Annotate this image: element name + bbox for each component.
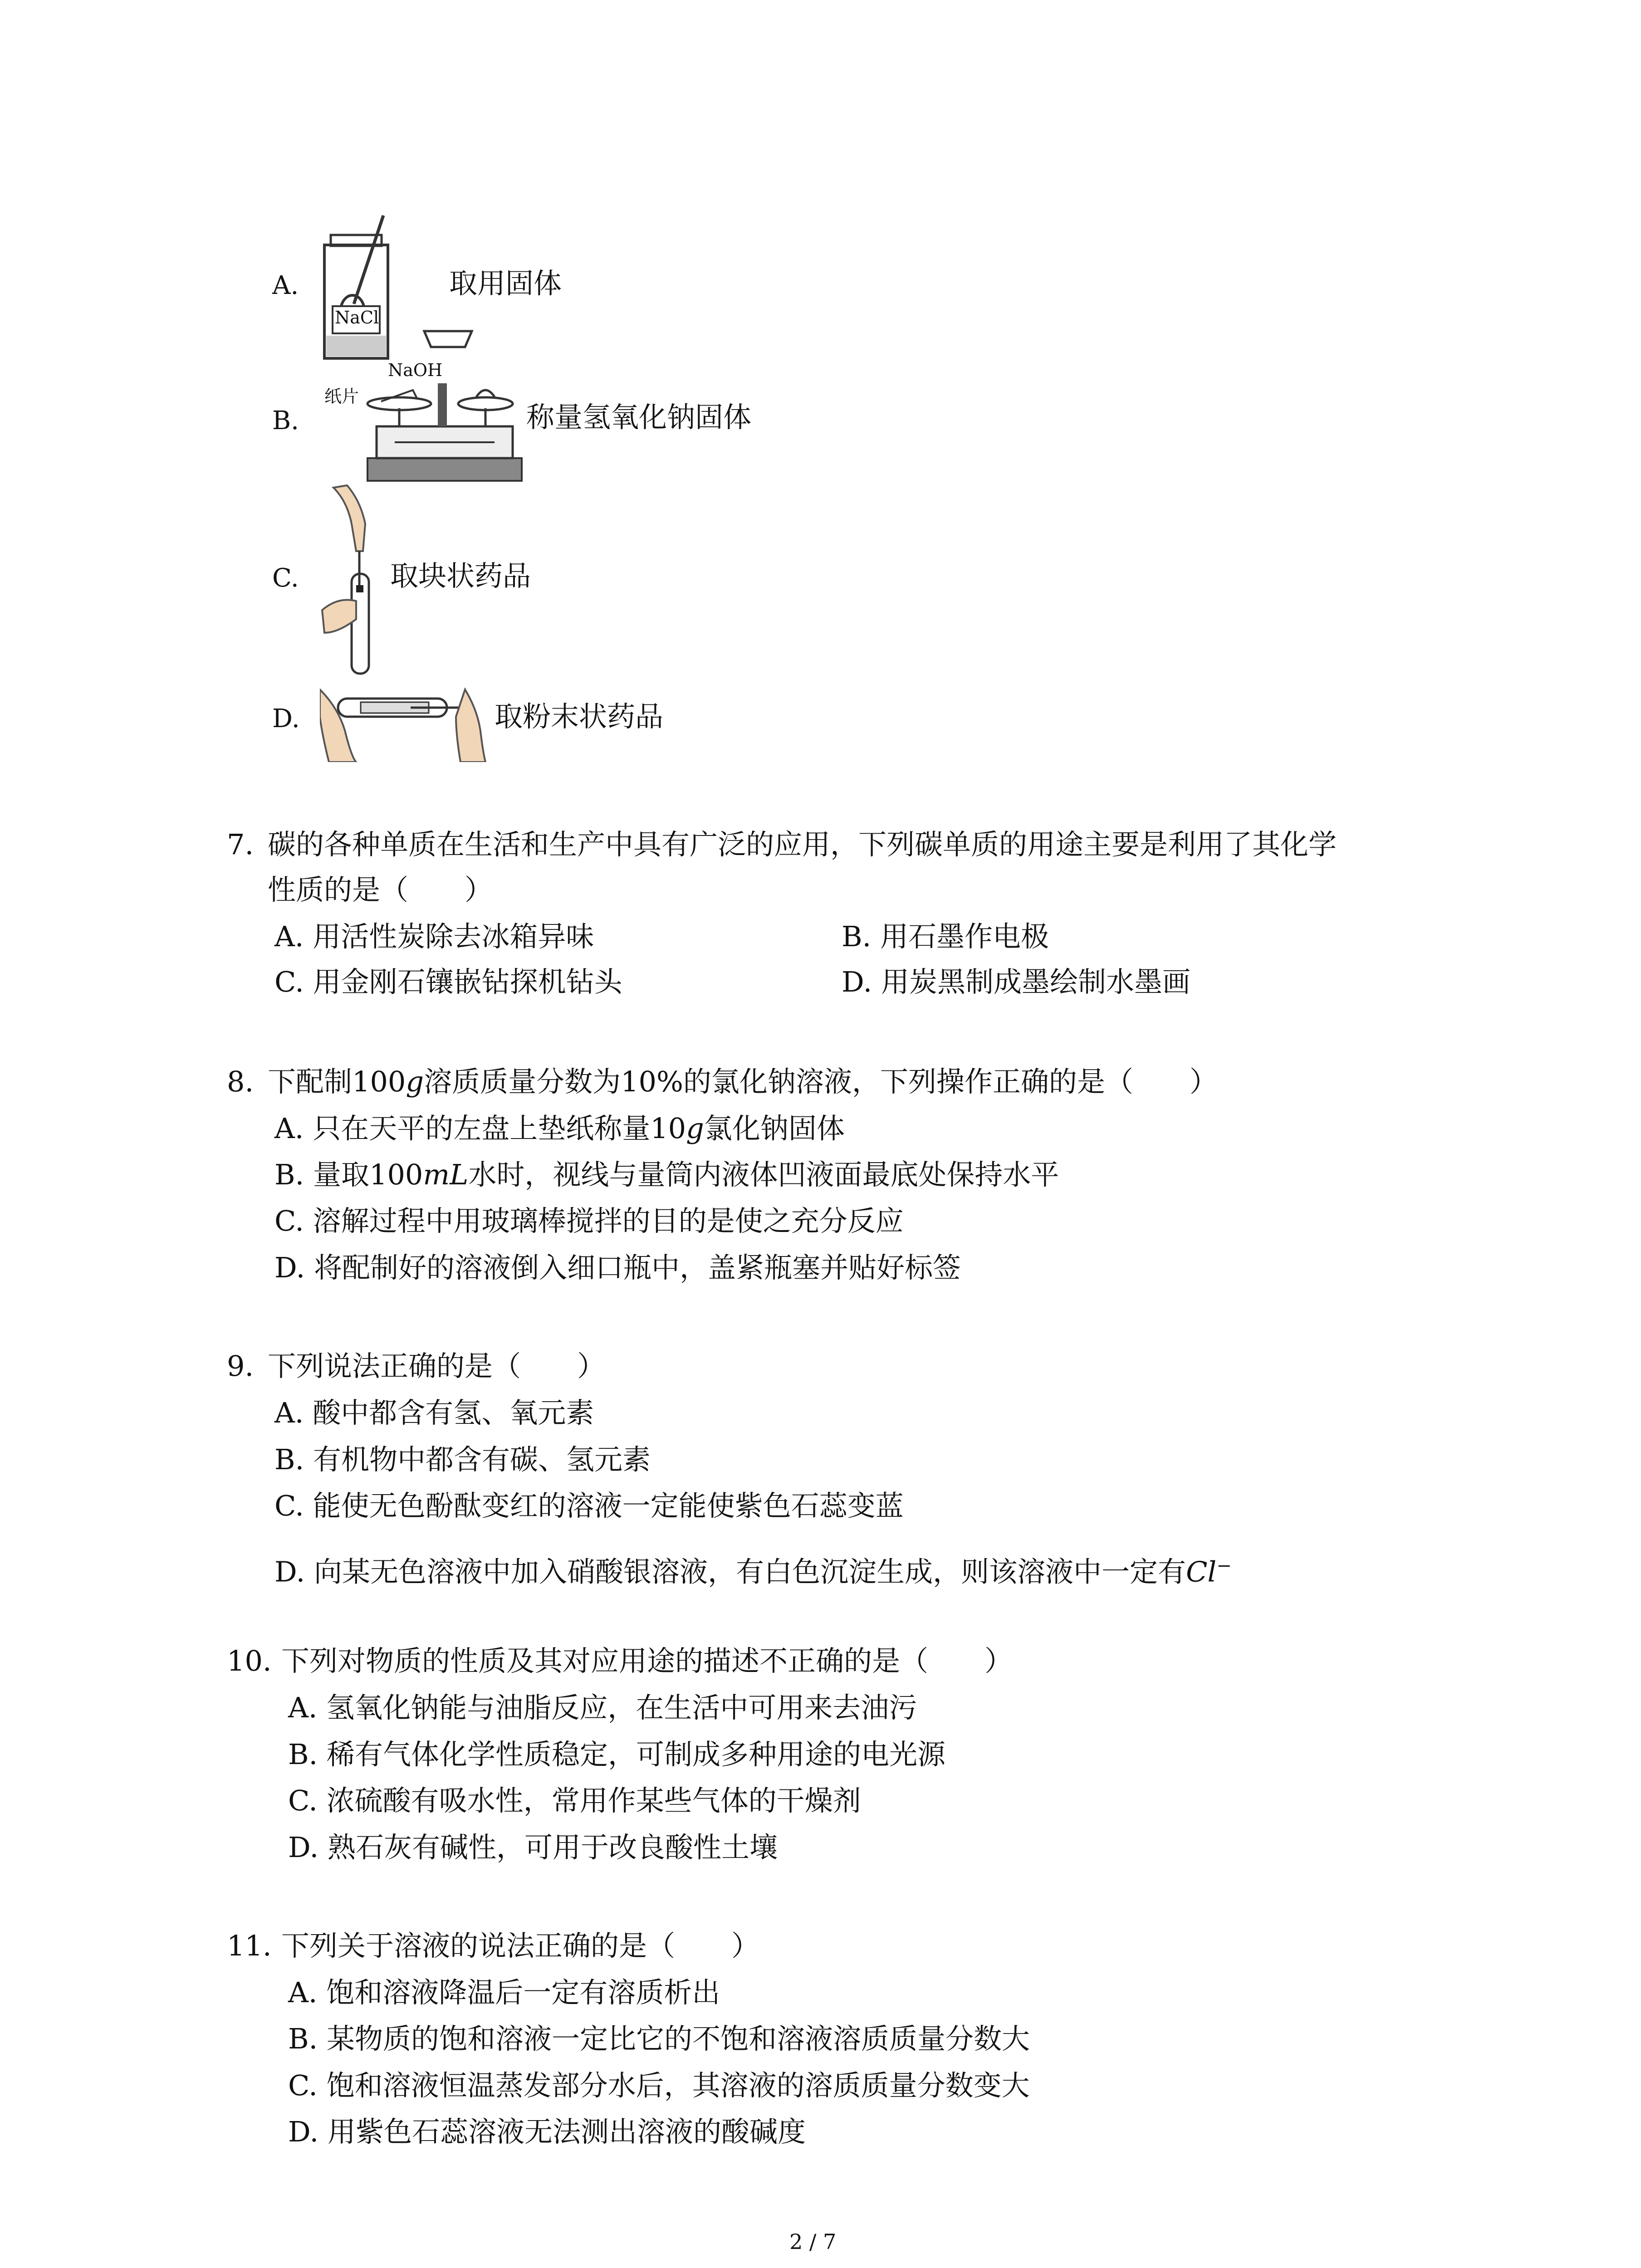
q9-stem: 下列说法正确的是（ ） (268, 1349, 606, 1383)
q6-option-b-letter: B. (272, 406, 299, 435)
q9-option-d: D. 向某无色溶液中加入硝酸银溶液，有白色沉淀生成，则该溶液中一定有Cl− (274, 1555, 1232, 1589)
q11-stem: 下列关于溶液的说法正确的是（ ） (281, 1929, 760, 1962)
q8-option-d: D. 将配制好的溶液倒入细口瓶中，盖紧瓶塞并贴好标签 (274, 1251, 961, 1284)
q10-option-b: B. 稀有气体化学性质稳定，可制成多种用途的电光源 (288, 1738, 946, 1771)
q8-number: 8. (227, 1065, 254, 1098)
q11-option-b: B. 某物质的饱和溶液一定比它的不饱和溶液溶质质量分数大 (288, 2022, 1030, 2055)
q7-option-d: D. 用炭黑制成墨绘制水墨画 (842, 965, 1190, 998)
q7-option-a: A. 用活性炭除去冰箱异味 (274, 920, 594, 953)
q10-option-d: D. 熟石灰有碱性，可用于改良酸性土壤 (288, 1831, 778, 1864)
q9-option-c: C. 能使无色酚酞变红的溶液一定能使紫色石蕊变蓝 (274, 1489, 904, 1522)
q6-option-d-figure (320, 680, 492, 762)
q6-option-c-letter: C. (272, 563, 299, 593)
q6-figure-label-naoh: NaOH (388, 360, 443, 380)
q10-stem: 下列对物质的性质及其对应用途的描述不正确的是（ ） (281, 1644, 1013, 1677)
q9-option-a: A. 酸中都含有氢、氧元素 (274, 1396, 594, 1429)
q7-option-c: C. 用金刚石镶嵌钻探机钻头 (274, 965, 622, 998)
q8-stem: 下配制100g溶质质量分数为10%的氯化钠溶液，下列操作正确的是（ ） (268, 1065, 1218, 1098)
q11-number: 11. (227, 1929, 272, 1962)
q10-option-a: A. 氢氧化钠能与油脂反应，在生活中可用来去油污 (288, 1691, 917, 1724)
q6-option-a-caption: 取用固体 (449, 267, 562, 300)
q6-option-c-caption: 取块状药品 (390, 559, 531, 592)
page-number: 2 / 7 (789, 2229, 837, 2254)
q8-option-a: A. 只在天平的左盘上垫纸称量10g氯化钠固体 (274, 1112, 845, 1145)
q7-option-b: B. 用石墨作电极 (842, 920, 1049, 953)
q6-option-b-figure (363, 322, 526, 485)
q11-option-a: A. 饱和溶液降温后一定有溶质析出 (288, 1976, 720, 2009)
q6-option-a-letter: A. (272, 271, 299, 300)
q9-number: 9. (227, 1349, 254, 1383)
q6-figure-label-paper: 纸片 (324, 386, 359, 406)
q7-stem-line-2: 性质的是（ ） (268, 873, 493, 906)
q8-option-c: C. 溶解过程中用玻璃棒搅拌的目的是使之充分反应 (274, 1204, 904, 1237)
q6-option-d-letter: D. (272, 704, 300, 733)
q6-figure-label-nacl: NaCl (335, 308, 379, 327)
chloride-ion: Cl (1185, 1555, 1217, 1589)
q6-option-c-figure (320, 483, 392, 683)
q7-stem-line-1: 碳的各种单质在生活和生产中具有广泛的应用，下列碳单质的用途主要是利用了其化学 (268, 828, 1337, 861)
q6-option-b-caption: 称量氢氧化钠固体 (526, 401, 752, 434)
q8-option-b: B. 量取100mL水时，视线与量筒内液体凹液面最底处保持水平 (274, 1158, 1059, 1191)
q11-option-d: D. 用紫色石蕊溶液无法测出溶液的酸碱度 (288, 2115, 806, 2148)
q6-option-d-caption: 取粉末状药品 (495, 700, 664, 733)
q9-option-b: B. 有机物中都含有碳、氢元素 (274, 1443, 651, 1476)
q7-number: 7. (227, 828, 254, 861)
q10-option-c: C. 浓硫酸有吸水性，常用作某些气体的干燥剂 (288, 1784, 861, 1817)
q10-number: 10. (227, 1644, 272, 1677)
q11-option-c: C. 饱和溶液恒温蒸发部分水后，其溶液的溶质质量分数变大 (288, 2069, 1030, 2102)
